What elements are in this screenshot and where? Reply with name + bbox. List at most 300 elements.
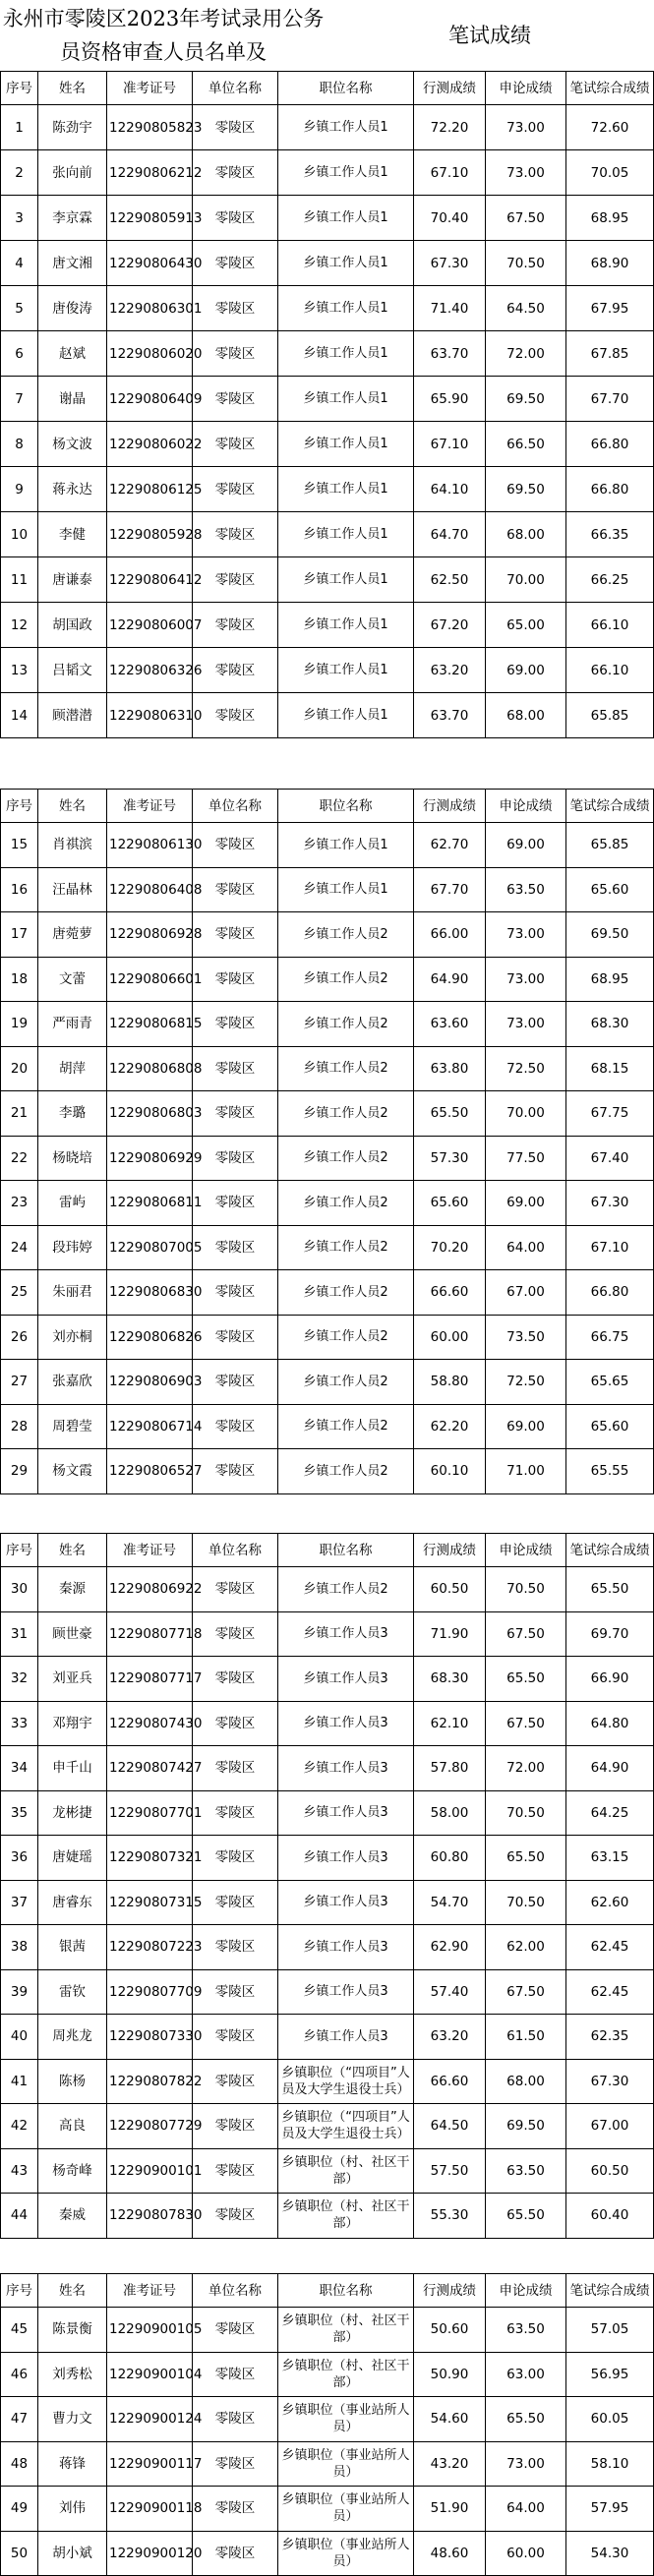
cell-index: 49 xyxy=(1,2487,38,2532)
cell-position: 乡镇工作人员1 xyxy=(278,150,414,196)
cell-essay-score: 70.50 xyxy=(486,1567,566,1612)
cell-aptitude-score: 62.50 xyxy=(414,557,486,603)
cell-position: 乡镇职位（村、社区干部） xyxy=(278,2148,414,2194)
cell-name: 刘亚兵 xyxy=(38,1657,107,1702)
cell-index: 19 xyxy=(1,1002,38,1047)
cell-index: 28 xyxy=(1,1404,38,1449)
cell-unit: 零陵区 xyxy=(193,2487,278,2532)
cell-aptitude-score: 67.10 xyxy=(414,150,486,196)
table-row xyxy=(1,603,654,648)
cell-exam-id: 12290806815 xyxy=(107,1002,193,1047)
cell-exam-id: 12290806022 xyxy=(107,422,193,467)
cell-total-score: 66.10 xyxy=(566,648,654,693)
table-row xyxy=(1,1315,654,1360)
cell-index: 12 xyxy=(1,603,38,648)
cell-name: 文蕾 xyxy=(38,957,107,1002)
cell-name: 唐俊涛 xyxy=(38,286,107,331)
header-aptitude-score: 行测成绩 xyxy=(414,790,486,823)
cell-position: 乡镇工作人员2 xyxy=(278,1046,414,1091)
header-index: 序号 xyxy=(1,72,38,105)
cell-unit: 零陵区 xyxy=(193,2059,278,2104)
cell-exam-id: 12290806301 xyxy=(107,286,193,331)
cell-unit: 零陵区 xyxy=(193,648,278,693)
cell-unit: 零陵区 xyxy=(193,1567,278,1612)
cell-total-score: 60.50 xyxy=(566,2148,654,2194)
cell-name: 汪晶林 xyxy=(38,867,107,912)
cell-unit: 零陵区 xyxy=(193,1046,278,1091)
cell-total-score: 58.10 xyxy=(566,2441,654,2487)
cell-position: 乡镇工作人员2 xyxy=(278,1360,414,1405)
header-essay-score: 申论成绩 xyxy=(486,1534,566,1567)
table-row xyxy=(1,1091,654,1137)
table-row xyxy=(1,241,654,286)
cell-aptitude-score: 60.00 xyxy=(414,1315,486,1360)
table-row xyxy=(1,2352,654,2397)
header-essay-score: 申论成绩 xyxy=(486,72,566,105)
cell-position: 乡镇工作人员2 xyxy=(278,1567,414,1612)
cell-aptitude-score: 60.80 xyxy=(414,1836,486,1881)
cell-index: 10 xyxy=(1,512,38,557)
cell-index: 48 xyxy=(1,2441,38,2487)
cell-essay-score: 63.50 xyxy=(486,2148,566,2194)
header-position: 职位名称 xyxy=(278,790,414,823)
table-row xyxy=(1,2148,654,2194)
cell-aptitude-score: 57.30 xyxy=(414,1136,486,1181)
cell-unit: 零陵区 xyxy=(193,2397,278,2442)
cell-index: 41 xyxy=(1,2059,38,2104)
cell-essay-score: 61.50 xyxy=(486,2015,566,2060)
cell-total-score: 66.35 xyxy=(566,512,654,557)
cell-exam-id: 12290806212 xyxy=(107,150,193,196)
cell-index: 26 xyxy=(1,1315,38,1360)
cell-unit: 零陵区 xyxy=(193,1836,278,1881)
cell-index: 3 xyxy=(1,196,38,241)
cell-total-score: 56.95 xyxy=(566,2352,654,2397)
cell-unit: 零陵区 xyxy=(193,377,278,422)
cell-position: 乡镇工作人员2 xyxy=(278,1449,414,1494)
cell-index: 20 xyxy=(1,1046,38,1091)
header-total-score: 笔试综合成绩 xyxy=(566,790,654,823)
cell-index: 43 xyxy=(1,2148,38,2194)
cell-essay-score: 65.50 xyxy=(486,2397,566,2442)
cell-unit: 零陵区 xyxy=(193,2352,278,2397)
cell-exam-id: 12290807330 xyxy=(107,2015,193,2060)
cell-essay-score: 64.50 xyxy=(486,286,566,331)
header-name: 姓名 xyxy=(38,790,107,823)
table-row xyxy=(1,1567,654,1612)
table-row xyxy=(1,1046,654,1091)
table-row xyxy=(1,2397,654,2442)
table-row xyxy=(1,1225,654,1270)
cell-exam-id: 12290900118 xyxy=(107,2487,193,2532)
cell-exam-id: 12290805928 xyxy=(107,512,193,557)
table-row xyxy=(1,512,654,557)
cell-name: 胡国政 xyxy=(38,603,107,648)
cell-name: 唐谦泰 xyxy=(38,557,107,603)
cell-total-score: 62.60 xyxy=(566,1880,654,1925)
cell-unit: 零陵区 xyxy=(193,1270,278,1316)
cell-exam-id: 12290807718 xyxy=(107,1611,193,1657)
cell-aptitude-score: 62.10 xyxy=(414,1701,486,1746)
cell-essay-score: 68.00 xyxy=(486,693,566,738)
cell-exam-id: 12290900104 xyxy=(107,2352,193,2397)
cell-aptitude-score: 66.60 xyxy=(414,2059,486,2104)
cell-essay-score: 65.50 xyxy=(486,2194,566,2239)
cell-total-score: 72.60 xyxy=(566,105,654,150)
cell-exam-id: 12290807005 xyxy=(107,1225,193,1270)
cell-name: 杨文霞 xyxy=(38,1449,107,1494)
cell-aptitude-score: 64.50 xyxy=(414,2104,486,2149)
cell-exam-id: 12290806903 xyxy=(107,1360,193,1405)
cell-unit: 零陵区 xyxy=(193,912,278,958)
cell-name: 赵斌 xyxy=(38,331,107,377)
cell-total-score: 66.10 xyxy=(566,603,654,648)
cell-aptitude-score: 67.30 xyxy=(414,241,486,286)
cell-exam-id: 12290806125 xyxy=(107,467,193,512)
cell-exam-id: 12290806007 xyxy=(107,603,193,648)
cell-name: 肖祺滨 xyxy=(38,823,107,868)
cell-position: 乡镇工作人员2 xyxy=(278,1315,414,1360)
cell-aptitude-score: 63.80 xyxy=(414,1046,486,1091)
cell-essay-score: 73.00 xyxy=(486,957,566,1002)
cell-exam-id: 12290807717 xyxy=(107,1657,193,1702)
cell-essay-score: 69.00 xyxy=(486,1404,566,1449)
cell-index: 6 xyxy=(1,331,38,377)
cell-position: 乡镇工作人员3 xyxy=(278,1701,414,1746)
cell-unit: 零陵区 xyxy=(193,1225,278,1270)
cell-aptitude-score: 63.20 xyxy=(414,648,486,693)
cell-essay-score: 71.00 xyxy=(486,1449,566,1494)
cell-essay-score: 67.50 xyxy=(486,196,566,241)
cell-unit: 零陵区 xyxy=(193,2104,278,2149)
cell-exam-id: 12290806409 xyxy=(107,377,193,422)
cell-position: 乡镇工作人员3 xyxy=(278,1880,414,1925)
table-row xyxy=(1,1790,654,1836)
cell-unit: 零陵区 xyxy=(193,693,278,738)
cell-total-score: 65.50 xyxy=(566,1567,654,1612)
cell-index: 7 xyxy=(1,377,38,422)
cell-aptitude-score: 63.70 xyxy=(414,693,486,738)
cell-position: 乡镇工作人员2 xyxy=(278,1091,414,1137)
cell-index: 40 xyxy=(1,2015,38,2060)
table-row xyxy=(1,2487,654,2532)
cell-position: 乡镇工作人员1 xyxy=(278,512,414,557)
cell-position: 乡镇工作人员2 xyxy=(278,1136,414,1181)
cell-index: 37 xyxy=(1,1880,38,1925)
cell-exam-id: 12290806808 xyxy=(107,1046,193,1091)
cell-aptitude-score: 62.90 xyxy=(414,1925,486,1970)
cell-aptitude-score: 57.50 xyxy=(414,2148,486,2194)
cell-essay-score: 69.50 xyxy=(486,377,566,422)
cell-aptitude-score: 70.40 xyxy=(414,196,486,241)
table-header-row xyxy=(1,1534,654,1567)
cell-essay-score: 70.00 xyxy=(486,557,566,603)
cell-position: 乡镇职位（事业站所人员） xyxy=(278,2441,414,2487)
cell-position: 乡镇工作人员3 xyxy=(278,1611,414,1657)
cell-name: 曹力文 xyxy=(38,2397,107,2442)
cell-total-score: 67.30 xyxy=(566,1181,654,1226)
cell-essay-score: 68.00 xyxy=(486,512,566,557)
cell-total-score: 65.85 xyxy=(566,693,654,738)
cell-exam-id: 12290807430 xyxy=(107,1701,193,1746)
cell-aptitude-score: 51.90 xyxy=(414,2487,486,2532)
cell-position: 乡镇工作人员1 xyxy=(278,331,414,377)
cell-essay-score: 70.50 xyxy=(486,1790,566,1836)
table-row xyxy=(1,1360,654,1405)
cell-essay-score: 65.50 xyxy=(486,1657,566,1702)
cell-name: 朱丽君 xyxy=(38,1270,107,1316)
header-name: 姓名 xyxy=(38,2274,107,2308)
cell-aptitude-score: 62.70 xyxy=(414,823,486,868)
cell-unit: 零陵区 xyxy=(193,603,278,648)
cell-essay-score: 73.00 xyxy=(486,912,566,958)
cell-aptitude-score: 66.00 xyxy=(414,912,486,958)
cell-position: 乡镇工作人员2 xyxy=(278,1181,414,1226)
header-aptitude-score: 行测成绩 xyxy=(414,1534,486,1567)
cell-index: 50 xyxy=(1,2531,38,2576)
table-row xyxy=(1,2104,654,2149)
cell-total-score: 65.60 xyxy=(566,867,654,912)
cell-name: 龙彬捷 xyxy=(38,1790,107,1836)
cell-position: 乡镇工作人员2 xyxy=(278,1270,414,1316)
cell-position: 乡镇工作人员3 xyxy=(278,1969,414,2015)
cell-unit: 零陵区 xyxy=(193,1181,278,1226)
cell-total-score: 65.65 xyxy=(566,1360,654,1405)
cell-aptitude-score: 68.30 xyxy=(414,1657,486,1702)
score-table-section-1 xyxy=(0,71,654,738)
cell-unit: 零陵区 xyxy=(193,2148,278,2194)
cell-total-score: 66.90 xyxy=(566,1657,654,1702)
cell-name: 刘伟 xyxy=(38,2487,107,2532)
cell-unit: 零陵区 xyxy=(193,1701,278,1746)
cell-total-score: 69.70 xyxy=(566,1611,654,1657)
cell-index: 14 xyxy=(1,693,38,738)
header-essay-score: 申论成绩 xyxy=(486,2274,566,2308)
cell-position: 乡镇工作人员1 xyxy=(278,241,414,286)
cell-essay-score: 73.00 xyxy=(486,2441,566,2487)
cell-aptitude-score: 65.90 xyxy=(414,377,486,422)
cell-aptitude-score: 64.90 xyxy=(414,957,486,1002)
cell-total-score: 68.90 xyxy=(566,241,654,286)
table-row xyxy=(1,1270,654,1316)
table-row xyxy=(1,1181,654,1226)
cell-index: 22 xyxy=(1,1136,38,1181)
cell-index: 46 xyxy=(1,2352,38,2397)
cell-name: 杨奇峰 xyxy=(38,2148,107,2194)
cell-aptitude-score: 55.30 xyxy=(414,2194,486,2239)
cell-index: 42 xyxy=(1,2104,38,2149)
cell-position: 乡镇工作人员1 xyxy=(278,422,414,467)
header-index: 序号 xyxy=(1,1534,38,1567)
cell-exam-id: 12290807223 xyxy=(107,1925,193,1970)
cell-essay-score: 69.50 xyxy=(486,2104,566,2149)
cell-exam-id: 12290806928 xyxy=(107,912,193,958)
cell-name: 李健 xyxy=(38,512,107,557)
cell-name: 唐菀萝 xyxy=(38,912,107,958)
cell-position: 乡镇工作人员1 xyxy=(278,377,414,422)
cell-position: 乡镇工作人员2 xyxy=(278,1225,414,1270)
cell-aptitude-score: 43.20 xyxy=(414,2441,486,2487)
header-unit: 单位名称 xyxy=(193,72,278,105)
table-row xyxy=(1,2015,654,2060)
cell-unit: 零陵区 xyxy=(193,467,278,512)
cell-unit: 零陵区 xyxy=(193,2441,278,2487)
cell-exam-id: 12290806020 xyxy=(107,331,193,377)
table-row xyxy=(1,557,654,603)
header-position: 职位名称 xyxy=(278,1534,414,1567)
table-row xyxy=(1,105,654,150)
cell-aptitude-score: 57.80 xyxy=(414,1746,486,1791)
cell-unit: 零陵区 xyxy=(193,1746,278,1791)
header-name: 姓名 xyxy=(38,1534,107,1567)
cell-position: 乡镇工作人员1 xyxy=(278,867,414,912)
cell-position: 乡镇工作人员1 xyxy=(278,648,414,693)
cell-position: 乡镇工作人员1 xyxy=(278,603,414,648)
cell-exam-id: 12290807830 xyxy=(107,2194,193,2239)
cell-position: 乡镇工作人员3 xyxy=(278,2015,414,2060)
cell-exam-id: 12290806130 xyxy=(107,823,193,868)
cell-aptitude-score: 50.60 xyxy=(414,2308,486,2353)
cell-exam-id: 12290807315 xyxy=(107,1880,193,1925)
cell-unit: 零陵区 xyxy=(193,1657,278,1702)
cell-exam-id: 12290807729 xyxy=(107,2104,193,2149)
cell-index: 23 xyxy=(1,1181,38,1226)
header-exam-id: 准考证号 xyxy=(107,2274,193,2308)
cell-name: 胡小斌 xyxy=(38,2531,107,2576)
cell-aptitude-score: 64.70 xyxy=(414,512,486,557)
cell-position: 乡镇工作人员2 xyxy=(278,1404,414,1449)
cell-total-score: 54.30 xyxy=(566,2531,654,2576)
cell-unit: 零陵区 xyxy=(193,823,278,868)
cell-index: 9 xyxy=(1,467,38,512)
header-exam-id: 准考证号 xyxy=(107,1534,193,1567)
cell-exam-id: 12290806929 xyxy=(107,1136,193,1181)
table-row xyxy=(1,1611,654,1657)
cell-position: 乡镇工作人员1 xyxy=(278,467,414,512)
table-row xyxy=(1,1969,654,2015)
cell-index: 45 xyxy=(1,2308,38,2353)
header-index: 序号 xyxy=(1,790,38,823)
cell-exam-id: 12290805913 xyxy=(107,196,193,241)
cell-exam-id: 12290806408 xyxy=(107,867,193,912)
cell-index: 27 xyxy=(1,1360,38,1405)
cell-index: 5 xyxy=(1,286,38,331)
header-unit: 单位名称 xyxy=(193,2274,278,2308)
cell-exam-id: 12290900105 xyxy=(107,2308,193,2353)
cell-total-score: 66.75 xyxy=(566,1315,654,1360)
cell-name: 李璐 xyxy=(38,1091,107,1137)
cell-unit: 零陵区 xyxy=(193,1611,278,1657)
cell-exam-id: 12290807822 xyxy=(107,2059,193,2104)
cell-index: 24 xyxy=(1,1225,38,1270)
cell-position: 乡镇工作人员1 xyxy=(278,557,414,603)
cell-index: 36 xyxy=(1,1836,38,1881)
table-row xyxy=(1,1002,654,1047)
cell-essay-score: 72.50 xyxy=(486,1360,566,1405)
cell-position: 乡镇职位（事业站所人员） xyxy=(278,2487,414,2532)
cell-aptitude-score: 63.20 xyxy=(414,2015,486,2060)
cell-aptitude-score: 54.60 xyxy=(414,2397,486,2442)
cell-unit: 零陵区 xyxy=(193,331,278,377)
cell-essay-score: 69.50 xyxy=(486,467,566,512)
table-row xyxy=(1,1925,654,1970)
cell-name: 唐睿东 xyxy=(38,1880,107,1925)
cell-total-score: 69.50 xyxy=(566,912,654,958)
table-row xyxy=(1,1449,654,1494)
cell-index: 17 xyxy=(1,912,38,958)
cell-index: 35 xyxy=(1,1790,38,1836)
cell-name: 高良 xyxy=(38,2104,107,2149)
cell-position: 乡镇职位（村、社区干部） xyxy=(278,2308,414,2353)
table-row xyxy=(1,867,654,912)
cell-index: 4 xyxy=(1,241,38,286)
cell-name: 张向前 xyxy=(38,150,107,196)
table-row xyxy=(1,693,654,738)
cell-total-score: 64.80 xyxy=(566,1701,654,1746)
cell-unit: 零陵区 xyxy=(193,867,278,912)
cell-index: 8 xyxy=(1,422,38,467)
cell-aptitude-score: 70.20 xyxy=(414,1225,486,1270)
cell-total-score: 64.25 xyxy=(566,1790,654,1836)
table-header-row xyxy=(1,790,654,823)
cell-exam-id: 12290806412 xyxy=(107,557,193,603)
cell-index: 44 xyxy=(1,2194,38,2239)
table-row xyxy=(1,331,654,377)
cell-position: 乡镇工作人员1 xyxy=(278,693,414,738)
cell-essay-score: 65.00 xyxy=(486,603,566,648)
cell-unit: 零陵区 xyxy=(193,1969,278,2015)
cell-name: 周碧莹 xyxy=(38,1404,107,1449)
cell-total-score: 67.70 xyxy=(566,377,654,422)
cell-index: 31 xyxy=(1,1611,38,1657)
cell-position: 乡镇职位（事业站所人员） xyxy=(278,2397,414,2442)
cell-aptitude-score: 64.10 xyxy=(414,467,486,512)
header-exam-id: 准考证号 xyxy=(107,72,193,105)
cell-aptitude-score: 60.10 xyxy=(414,1449,486,1494)
cell-index: 47 xyxy=(1,2397,38,2442)
cell-total-score: 68.30 xyxy=(566,1002,654,1047)
cell-total-score: 66.80 xyxy=(566,422,654,467)
cell-index: 21 xyxy=(1,1091,38,1137)
cell-total-score: 67.85 xyxy=(566,331,654,377)
cell-aptitude-score: 65.60 xyxy=(414,1181,486,1226)
table-row xyxy=(1,150,654,196)
cell-unit: 零陵区 xyxy=(193,557,278,603)
cell-essay-score: 72.00 xyxy=(486,331,566,377)
cell-name: 陈杨 xyxy=(38,2059,107,2104)
cell-unit: 零陵区 xyxy=(193,1925,278,1970)
cell-name: 胡萍 xyxy=(38,1046,107,1091)
cell-name: 唐文湘 xyxy=(38,241,107,286)
score-table-section-3 xyxy=(0,1533,654,2239)
table-row xyxy=(1,196,654,241)
cell-aptitude-score: 48.60 xyxy=(414,2531,486,2576)
cell-position: 乡镇职位（“四项目”人员及大学生退役士兵） xyxy=(278,2104,414,2149)
cell-exam-id: 12290900117 xyxy=(107,2441,193,2487)
cell-name: 陈景衡 xyxy=(38,2308,107,2353)
cell-total-score: 65.60 xyxy=(566,1404,654,1449)
table-row xyxy=(1,1404,654,1449)
cell-total-score: 66.80 xyxy=(566,1270,654,1316)
cell-exam-id: 12290806803 xyxy=(107,1091,193,1137)
cell-name: 严雨青 xyxy=(38,1002,107,1047)
cell-essay-score: 73.00 xyxy=(486,1002,566,1047)
cell-exam-id: 12290806430 xyxy=(107,241,193,286)
cell-unit: 零陵区 xyxy=(193,196,278,241)
header-total-score: 笔试综合成绩 xyxy=(566,1534,654,1567)
cell-position: 乡镇工作人员3 xyxy=(278,1746,414,1791)
cell-essay-score: 73.50 xyxy=(486,1315,566,1360)
